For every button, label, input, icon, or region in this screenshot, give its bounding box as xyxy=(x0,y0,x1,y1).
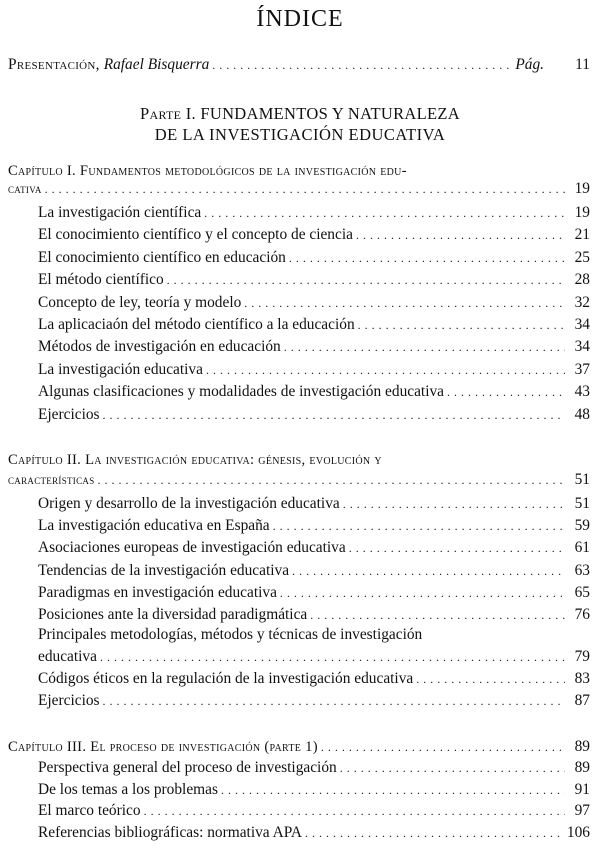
page-number: 32 xyxy=(574,293,590,311)
toc-entry-text: El método científico xyxy=(38,271,164,289)
leader-dots xyxy=(358,314,565,336)
toc-entry-text: Ejercicios xyxy=(38,692,100,709)
toc-entry[interactable] xyxy=(38,779,590,801)
page-number: 19 xyxy=(574,204,590,221)
page-number: 61 xyxy=(574,539,590,557)
chapter-heading-line1: Capítulo II. La investigación educativa: génesis, evolución y xyxy=(8,452,382,468)
toc-entry[interactable] xyxy=(38,690,590,712)
page-number: 21 xyxy=(574,226,590,244)
page-number: 91 xyxy=(574,780,590,798)
page-number: 97 xyxy=(574,802,590,819)
toc-entry[interactable] xyxy=(38,404,590,426)
page-number: 34 xyxy=(574,316,590,333)
leader-dots xyxy=(206,359,565,381)
toc-entry[interactable] xyxy=(38,582,590,604)
leader-dots xyxy=(103,404,565,426)
toc-entry-ch3[interactable] xyxy=(8,736,590,758)
toc-entry-ch2[interactable] xyxy=(8,469,590,491)
leader-dots xyxy=(340,757,565,779)
toc-entry-text: La aplicaciaón del método científico a la educación xyxy=(38,316,355,333)
leader-dots xyxy=(289,247,565,269)
pag-label: Pág. xyxy=(515,56,544,73)
toc-entry[interactable] xyxy=(38,359,590,381)
leader-dots xyxy=(45,178,565,200)
toc-entry[interactable] xyxy=(38,381,590,403)
toc-entry-text: Principales metodologías, métodos y técnicas de investigación xyxy=(38,626,423,643)
page-number: 51 xyxy=(574,495,590,512)
toc-entry[interactable] xyxy=(38,314,590,336)
toc-entry-text: Posiciones ante la diversidad paradigmática xyxy=(38,606,308,623)
toc-entry-text: características xyxy=(8,472,95,487)
toc-entry-text: Asociaciones europeas de investigación educativa xyxy=(38,539,346,557)
toc-entry-presentacion[interactable] xyxy=(8,54,590,76)
page-number: 89 xyxy=(574,759,590,776)
toc-entry-text: educativa xyxy=(38,648,97,665)
page-number: 87 xyxy=(574,692,590,709)
page-number: 76 xyxy=(574,606,590,623)
toc-entry-text: Tendencias de la investigación educativa xyxy=(38,561,290,579)
toc-entry[interactable] xyxy=(38,493,590,515)
leader-dots xyxy=(221,779,565,801)
leader-dots xyxy=(310,604,565,626)
toc-entry[interactable] xyxy=(38,224,590,246)
toc-entry-text: El marco teórico xyxy=(38,802,141,819)
toc-entry[interactable] xyxy=(38,202,590,224)
toc-entry-text: De los temas a los problemas xyxy=(38,780,218,798)
part-title-line2: DE LA INVESTIGACIÓN EDUCATIVA xyxy=(154,125,446,144)
page-number: 83 xyxy=(574,670,590,687)
toc-entry[interactable] xyxy=(38,604,590,626)
chapter-heading-line1: Capítulo III. El proceso de investigación (parte 1) xyxy=(8,739,318,755)
page-number: 63 xyxy=(574,561,590,579)
toc-entry[interactable] xyxy=(38,560,590,582)
toc-entry[interactable] xyxy=(38,515,590,537)
leader-dots xyxy=(244,292,565,314)
page-number: 19 xyxy=(574,180,590,197)
toc-entry-text: La investigación educativa en España xyxy=(38,517,270,535)
toc-entry[interactable] xyxy=(38,757,590,779)
leader-dots xyxy=(349,537,565,559)
toc-entry-wrapped-line1[interactable] xyxy=(38,624,590,646)
page-number: 28 xyxy=(574,271,590,289)
toc-entry[interactable] xyxy=(38,292,590,314)
toc-entry[interactable] xyxy=(38,269,590,291)
page-number: 48 xyxy=(574,405,590,423)
page-number: 51 xyxy=(574,471,590,488)
toc-entry-ch1[interactable] xyxy=(8,178,590,200)
leader-dots xyxy=(321,736,565,758)
toc-entry-text: Algunas clasificaciones y modalidades de investigación educativa xyxy=(38,383,445,401)
toc-entry-text: Códigos éticos en la regulación de la investigación educativa xyxy=(38,670,414,687)
page-number: 25 xyxy=(574,248,590,266)
chapter-heading-line1: Capítulo I. Fundamentos metodológicos de la investigación edu- xyxy=(8,163,407,179)
toc-entry[interactable] xyxy=(38,247,590,269)
toc-entry-text: cativa xyxy=(8,181,42,196)
toc-entry-wrapped-line2[interactable] xyxy=(38,646,590,668)
toc-entry-text: Ejercicios xyxy=(38,405,100,423)
page-number: 11 xyxy=(575,56,590,73)
toc-entry-text: Métodos de investigación en educación xyxy=(38,338,281,356)
toc-entry[interactable] xyxy=(38,800,590,822)
toc-entry-text: Paradigmas en investigación educativa xyxy=(38,583,277,601)
leader-dots xyxy=(284,336,565,358)
leader-dots xyxy=(305,822,564,844)
leader-dots xyxy=(356,224,565,246)
toc-entry-text: Origen y desarrollo de la investigación educativa xyxy=(38,495,340,512)
page-number: 65 xyxy=(574,583,590,601)
page-number: 34 xyxy=(574,338,590,356)
leader-dots xyxy=(98,469,565,491)
page-number: 89 xyxy=(574,738,590,755)
leader-dots xyxy=(280,582,565,604)
leader-dots xyxy=(100,646,565,668)
page-number: 106 xyxy=(566,823,590,841)
leader-dots xyxy=(447,381,565,403)
toc-entry[interactable] xyxy=(38,822,590,844)
leader-dots xyxy=(212,54,512,76)
toc-entry-text: La investigación educativa xyxy=(38,360,203,378)
page-number: 43 xyxy=(574,383,590,401)
page-number: 59 xyxy=(574,517,590,535)
leader-dots xyxy=(273,515,565,537)
presentacion-author: Rafael Bisquerra xyxy=(103,56,210,73)
toc-entry[interactable] xyxy=(38,668,590,690)
toc-entry-text: Referencias bibliográficas: normativa APA xyxy=(38,823,302,841)
toc-entry-text xyxy=(8,54,209,76)
page-number: 37 xyxy=(574,360,590,378)
leader-dots xyxy=(416,668,565,690)
leader-dots xyxy=(343,493,565,515)
leader-dots xyxy=(204,202,565,224)
leader-dots xyxy=(167,269,565,291)
toc-entry-text: Concepto de ley, teoría y modelo xyxy=(38,293,242,311)
leader-dots xyxy=(292,560,565,582)
toc-entry-text: Perspectiva general del proceso de investigación xyxy=(38,759,337,776)
leader-dots xyxy=(144,800,565,822)
presentacion-label: Presentación, xyxy=(8,56,100,73)
toc-entry-text: El conocimiento científico y el concepto de ciencia xyxy=(38,226,353,244)
index-title: ÍNDICE xyxy=(256,6,344,32)
toc-entry-text: La investigación científica xyxy=(38,204,202,221)
toc-entry[interactable] xyxy=(38,537,590,559)
leader-dots xyxy=(103,690,565,712)
page-number: 79 xyxy=(574,648,590,665)
part-title-line1: Parte I. FUNDAMENTOS Y NATURALEZA xyxy=(140,104,460,123)
toc-entry[interactable] xyxy=(38,336,590,358)
toc-entry-text: El conocimiento científico en educación xyxy=(38,248,286,266)
